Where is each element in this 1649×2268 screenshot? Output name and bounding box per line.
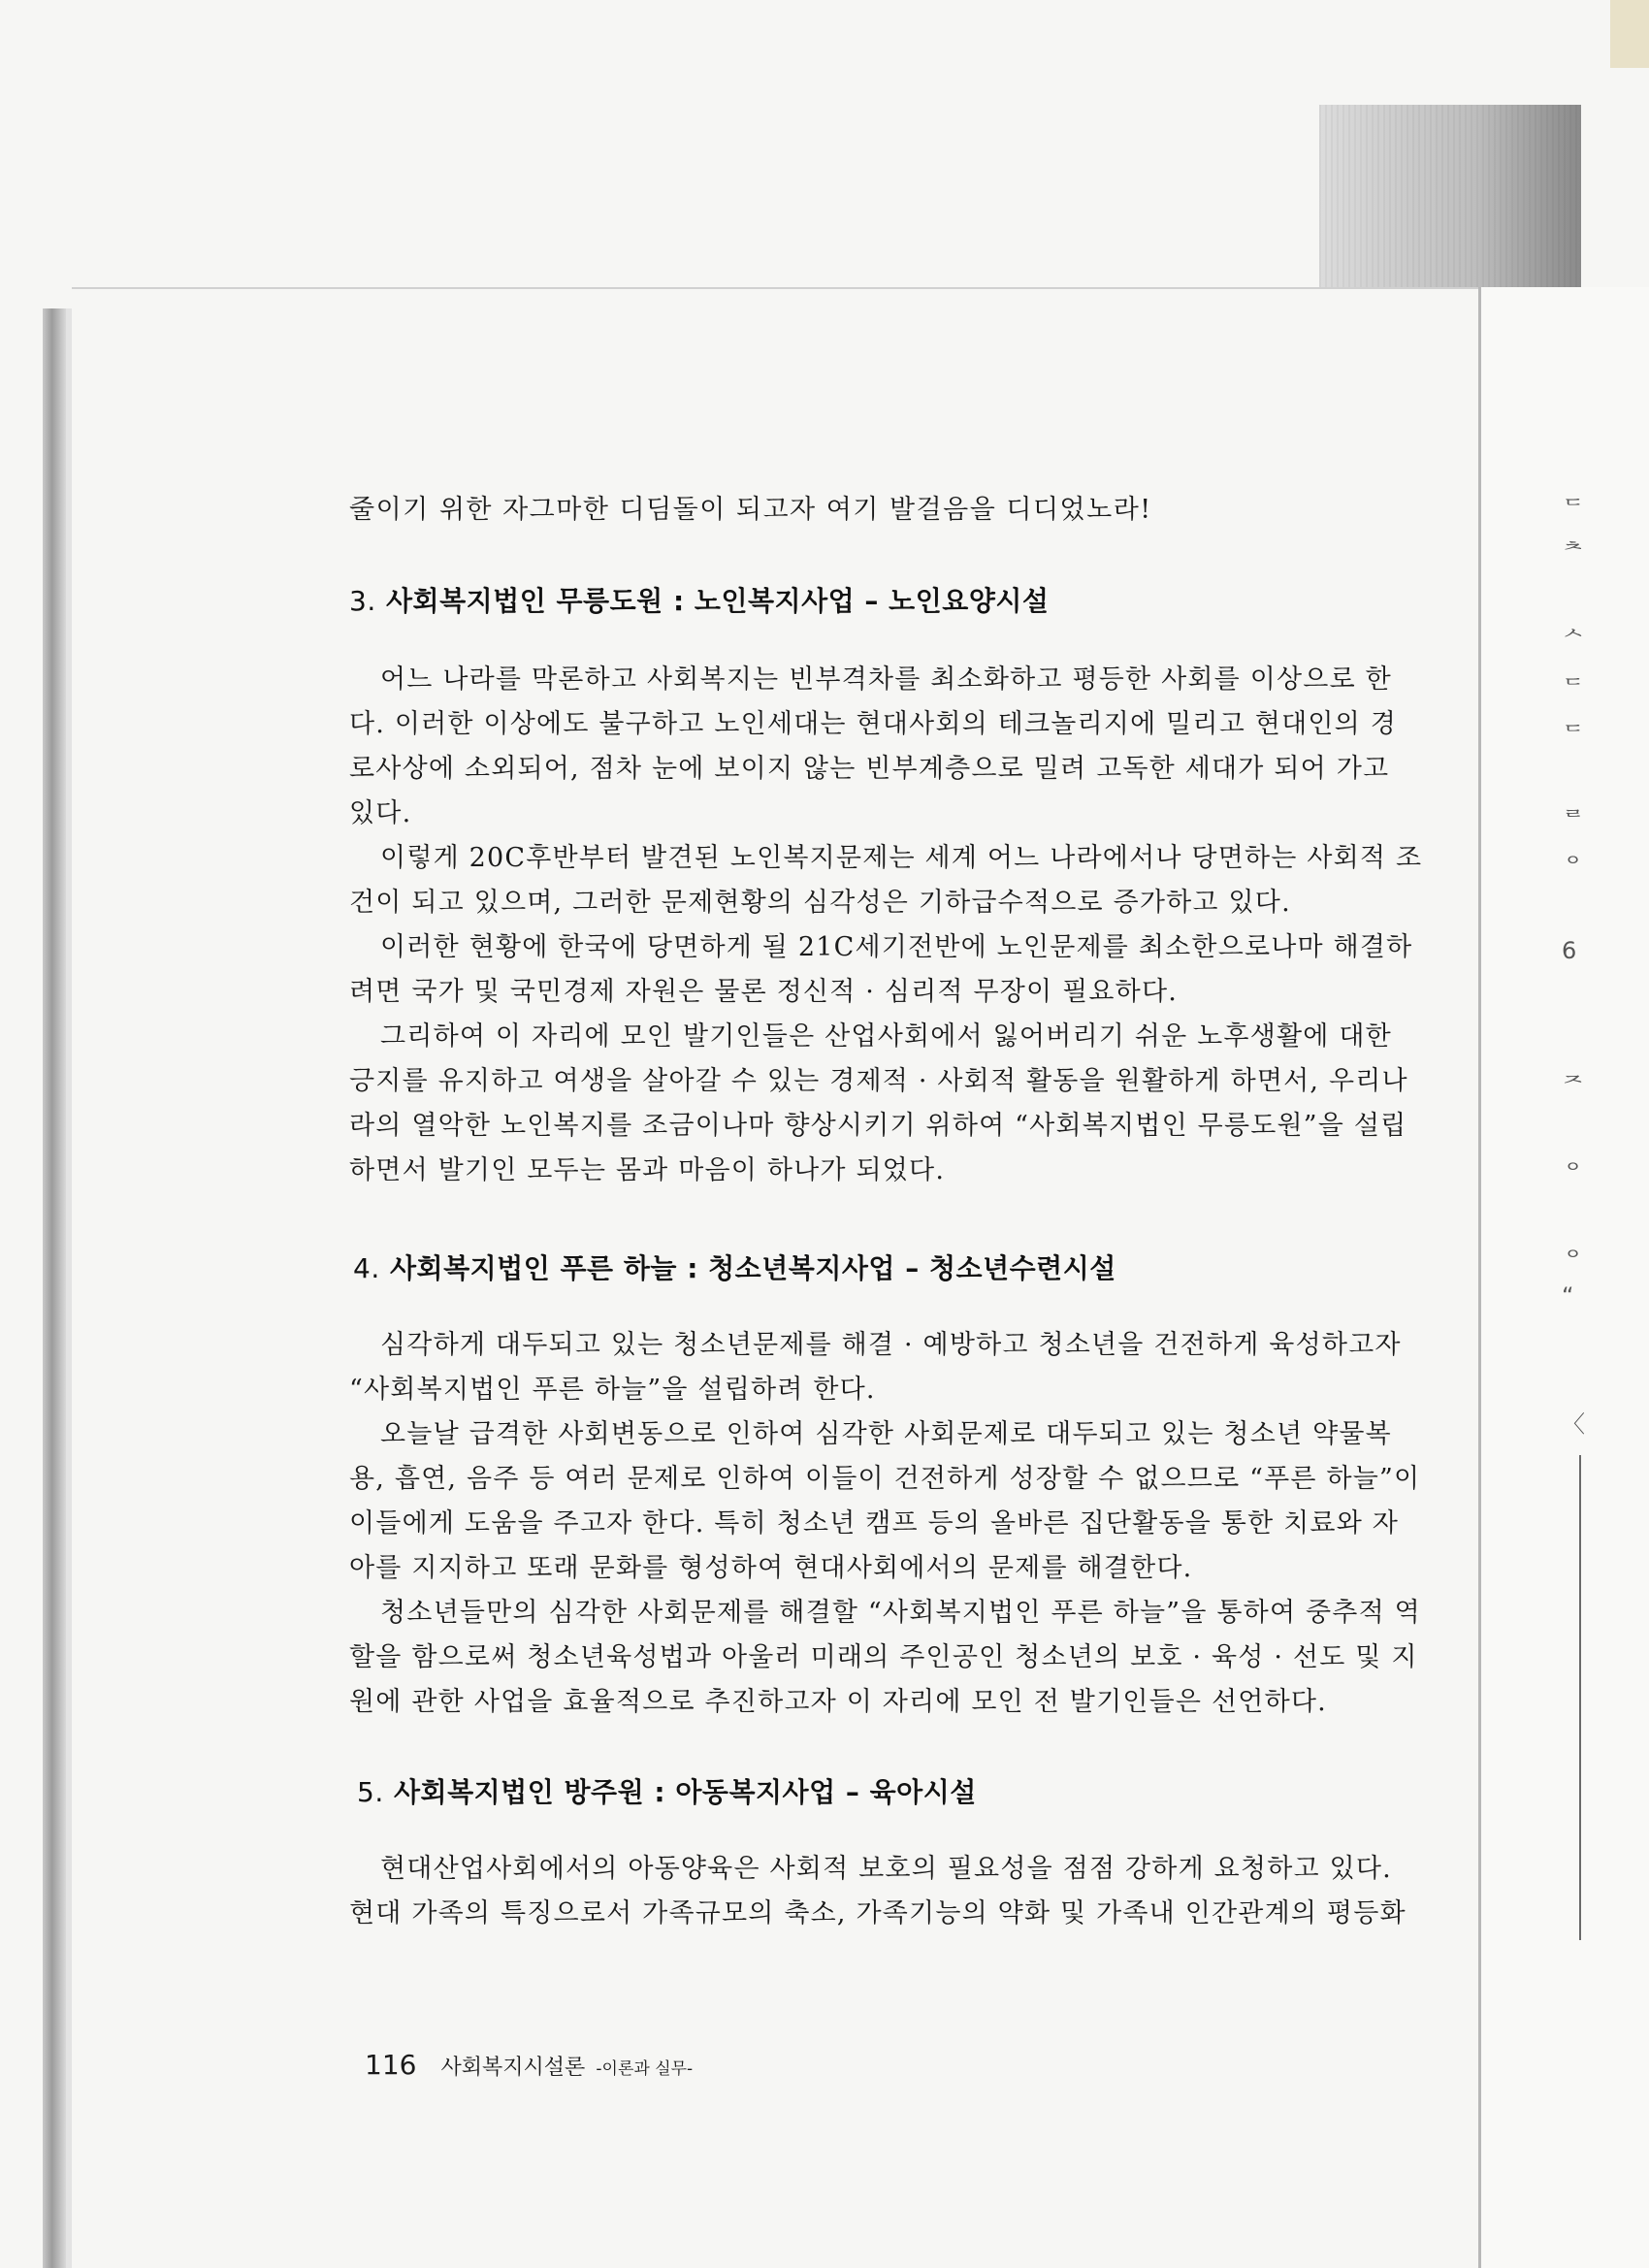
section-body bbox=[349, 658, 1441, 1193]
paragraph-line: 건이 되고 있으며, 그러한 문제현황의 심각성은 기하급수적으로 증가하고 있다. bbox=[349, 888, 1291, 918]
adjacent-page-glyph: ᄎ bbox=[1562, 539, 1585, 567]
scan-left-strip bbox=[43, 308, 66, 2268]
adjacent-page-glyph: “ bbox=[1562, 1282, 1574, 1310]
section-number: 5. bbox=[357, 1776, 384, 1808]
section-heading bbox=[357, 1771, 977, 1810]
paragraph-line: 아를 지지하고 또래 문화를 형성하여 현대사회에서의 문제를 해결한다. bbox=[349, 1553, 1193, 1583]
paragraph-line: 라의 열악한 노인복지를 조금이나마 향상시키기 위하여 “사회복지법인 무릉도원”을 설립 bbox=[349, 1111, 1407, 1141]
section-body bbox=[349, 1847, 1441, 1936]
page-top-edge bbox=[72, 287, 1480, 289]
paragraph-line: 다. 이러한 이상에도 불구하고 노인세대는 현대사회의 테크놀리지에 밀리고 현대인의 경 bbox=[349, 709, 1397, 739]
section-heading bbox=[349, 580, 1049, 619]
paragraph-line: 려면 국가 및 국민경제 자원은 물론 정신적 · 심리적 무장이 필요하다. bbox=[349, 977, 1179, 1007]
paragraph-line: 현대산업사회에서의 아동양육은 사회적 보호의 필요성을 점점 강하게 요청하고 있다. bbox=[380, 1854, 1392, 1884]
section-body bbox=[349, 1323, 1441, 1725]
paragraph-line: 청소년들만의 심각한 사회문제를 해결할 “사회복지법인 푸른 하늘”을 통하여 중추적 역 bbox=[380, 1598, 1421, 1628]
adjacent-page-glyph: ᄋ bbox=[1562, 854, 1585, 881]
paragraph-line: 긍지를 유지하고 여생을 살아갈 수 있는 경제적 · 사회적 활동을 원활하게 하면서, 우리나 bbox=[349, 1066, 1408, 1096]
page-right-edge bbox=[1478, 287, 1481, 2268]
book-title: 사회복지시설론 bbox=[440, 2056, 586, 2080]
section-title: 사회복지법인 방주원 : 아동복지사업 – 육아시설 bbox=[393, 1776, 977, 1808]
book-subtitle: -이론과 실무- bbox=[596, 2059, 694, 2079]
paragraph-line: 원에 관한 사업을 효율적으로 추진하고자 이 자리에 모인 전 발기인들은 선언하다. bbox=[349, 1687, 1327, 1717]
adjacent-page-glyph: ᄉ bbox=[1562, 627, 1585, 654]
paragraph-line: 어느 나라를 막론하고 사회복지는 빈부격차를 최소화하고 평등한 사회를 이상으로 한 bbox=[380, 664, 1392, 695]
paragraph-line: 이러한 현황에 한국에 당면하게 될 21C세기전반에 노인문제를 최소한으로나마 해결하 bbox=[380, 932, 1413, 962]
adjacent-page-glyph: ᄅ bbox=[1562, 807, 1585, 834]
adjacent-page-glyph: ᄋ bbox=[1562, 1247, 1585, 1275]
adjacent-page-bracket bbox=[1579, 1455, 1587, 1940]
section-title: 사회복지법인 무릉도원 : 노인복지사업 – 노인요양시설 bbox=[385, 585, 1050, 617]
section-heading bbox=[353, 1247, 1116, 1286]
paragraph-line: 현대 가족의 특징으로서 가족규모의 축소, 가족기능의 약화 및 가족내 인간관계의 평등화 bbox=[349, 1898, 1406, 1928]
section-number: 3. bbox=[349, 585, 376, 617]
section-title: 사회복지법인 푸른 하늘 : 청소년복지사업 – 청소년수련시설 bbox=[389, 1252, 1116, 1284]
paragraph-line: 심각하게 대두되고 있는 청소년문제를 해결 · 예방하고 청소년을 건전하게 육성하고자 bbox=[380, 1330, 1402, 1360]
scan-shadow-texture bbox=[1319, 105, 1581, 289]
adjacent-page-glyph: ᄋ bbox=[1562, 1160, 1585, 1187]
adjacent-page-glyph: ᄌ bbox=[1562, 1073, 1585, 1100]
paragraph-line: 이렇게 20C후반부터 발견된 노인복지문제는 세계 어느 나라에서나 당면하는 사회적 조 bbox=[380, 843, 1423, 873]
paragraph-line: 오늘날 급격한 사회변동으로 인하여 심각한 사회문제로 대두되고 있는 청소년 약물복 bbox=[380, 1419, 1392, 1449]
adjacent-page-glyph: ᄃ bbox=[1562, 675, 1585, 702]
intro-line: 줄이기 위한 자그마한 디딤돌이 되고자 여기 발걸음을 디디었노라! bbox=[349, 495, 1152, 525]
scan-left-strip-highlight bbox=[66, 308, 72, 2268]
paragraph-line: 그리하여 이 자리에 모인 발기인들은 산업사회에서 잃어버리기 쉬운 노후생활에 대한 bbox=[380, 1021, 1392, 1052]
paragraph-line: 이들에게 도움을 주고자 한다. 특히 청소년 캠프 등의 올바른 집단활동을 통한 치료와 자 bbox=[349, 1508, 1400, 1539]
adjacent-page-area bbox=[1481, 287, 1649, 2268]
adjacent-page-glyph: ᄃ bbox=[1562, 496, 1585, 523]
section-number: 4. bbox=[353, 1252, 380, 1284]
adjacent-page-glyph: 〈 bbox=[1562, 1410, 1585, 1438]
page-footer bbox=[365, 2049, 693, 2081]
paragraph-line: 하면서 발기인 모두는 몸과 마음이 하나가 되었다. bbox=[349, 1155, 946, 1185]
paragraph-line: 할을 함으로써 청소년육성법과 아울러 미래의 주인공인 청소년의 보호 · 육성 · 선도 및 지 bbox=[349, 1642, 1418, 1672]
scan-corner-tab bbox=[1610, 0, 1649, 68]
adjacent-page-glyph: 6 bbox=[1562, 937, 1577, 964]
page-number: 116 bbox=[365, 2049, 417, 2081]
paragraph-line: 용, 흡연, 음주 등 여러 문제로 인하여 이들이 건전하게 성장할 수 없으므로 “푸른 하늘”이 bbox=[349, 1464, 1421, 1494]
paragraph-line: “사회복지법인 푸른 하늘”을 설립하려 한다. bbox=[349, 1375, 876, 1405]
adjacent-page-glyph: ᄃ bbox=[1562, 722, 1585, 749]
paragraph-line: 있다. bbox=[349, 798, 412, 828]
paragraph-line: 로사상에 소외되어, 점차 눈에 보이지 않는 빈부계층으로 밀려 고독한 세대가 되어 가고 bbox=[349, 754, 1390, 784]
